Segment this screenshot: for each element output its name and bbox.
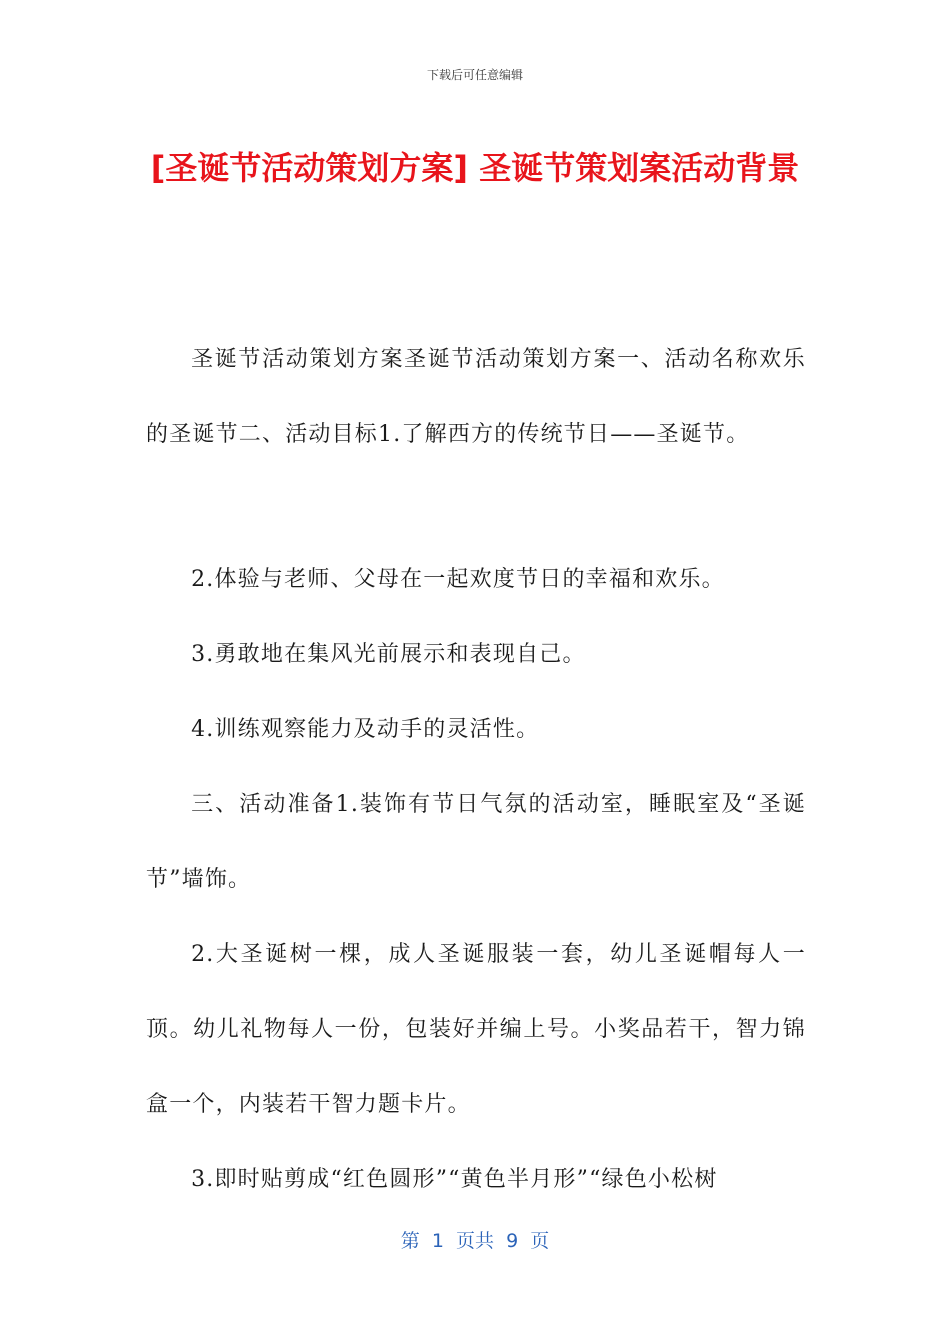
paragraph: 4.训练观察能力及动手的灵活性。 (191, 717, 540, 742)
paragraph: 2.大圣诞树一棵，成人圣诞服装一套，幼儿圣诞帽每人一顶。幼儿礼物每人一份，包装好并编上号。小奖品若干，智力锦盒一个，内装若干智力题卡片。 (146, 942, 806, 1117)
page-number-label: 第 1 页共 9 页 (400, 1230, 550, 1252)
header-note: 下载后可任意编辑 (426, 68, 523, 82)
page-number (0, 1226, 950, 1253)
paragraph: 3.即时贴剪成“红色圆形”“黄色半月形”“绿色小松树 (191, 1167, 718, 1192)
paragraph: 圣诞节活动策划方案圣诞节活动策划方案一、活动名称欢乐的圣诞节二、活动目标1.了解西方的传统节日——圣诞节。 (146, 347, 806, 447)
document-body (146, 322, 806, 1217)
paragraph-gap (146, 472, 806, 542)
paragraph: 2.体验与老师、父母在一起欢度节日的幸福和欢乐。 (191, 567, 725, 592)
paragraph: 三、活动准备1.装饰有节日气氛的活动室，睡眠室及“圣诞节”墙饰。 (146, 792, 806, 892)
paragraph: 3.勇敢地在集风光前展示和表现自己。 (191, 642, 586, 667)
document-title: [圣诞节活动策划方案] 圣诞节策划案活动背景 (150, 149, 800, 187)
